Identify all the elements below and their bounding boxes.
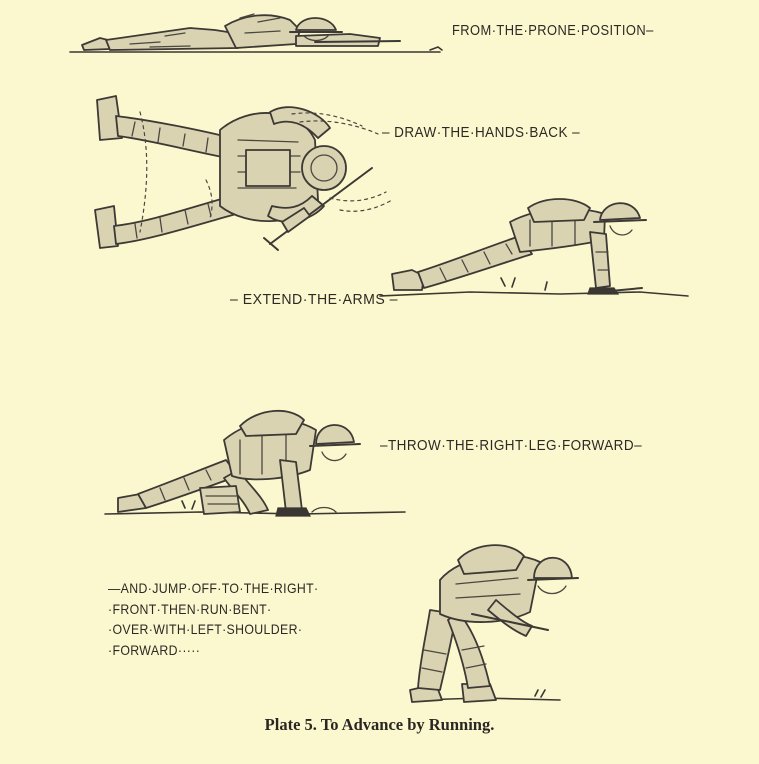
throw-leg-soldier-figure	[105, 411, 405, 516]
plate-title: Plate 5. To Advance by Running.	[264, 715, 495, 734]
caption-jump-off-line2: ·FRONT·THEN·RUN·BENT·	[108, 600, 272, 617]
prone-soldier-figure	[70, 14, 442, 52]
running-soldier-figure	[410, 545, 578, 702]
caption-jump-off-line1: —AND·JUMP·OFF·TO·THE·RIGHT·	[108, 580, 319, 596]
caption-draw-hands: – DRAW·THE·HANDS·BACK –	[382, 124, 581, 141]
caption-jump-off-line3: ·OVER·WITH·LEFT·SHOULDER·	[108, 621, 303, 637]
draw-hands-soldier-figure	[95, 96, 392, 250]
caption-jump-off-line4: ·FORWARD·····	[108, 641, 201, 658]
extend-arms-soldier-figure	[380, 199, 688, 296]
caption-extend-arms: – EXTEND·THE·ARMS –	[230, 291, 398, 308]
caption-from-prone: FROM·THE·PRONE·POSITION–	[452, 22, 654, 39]
caption-throw-leg: –THROW·THE·RIGHT·LEG·FORWARD–	[380, 437, 643, 454]
caption-jump-off	[108, 578, 318, 660]
